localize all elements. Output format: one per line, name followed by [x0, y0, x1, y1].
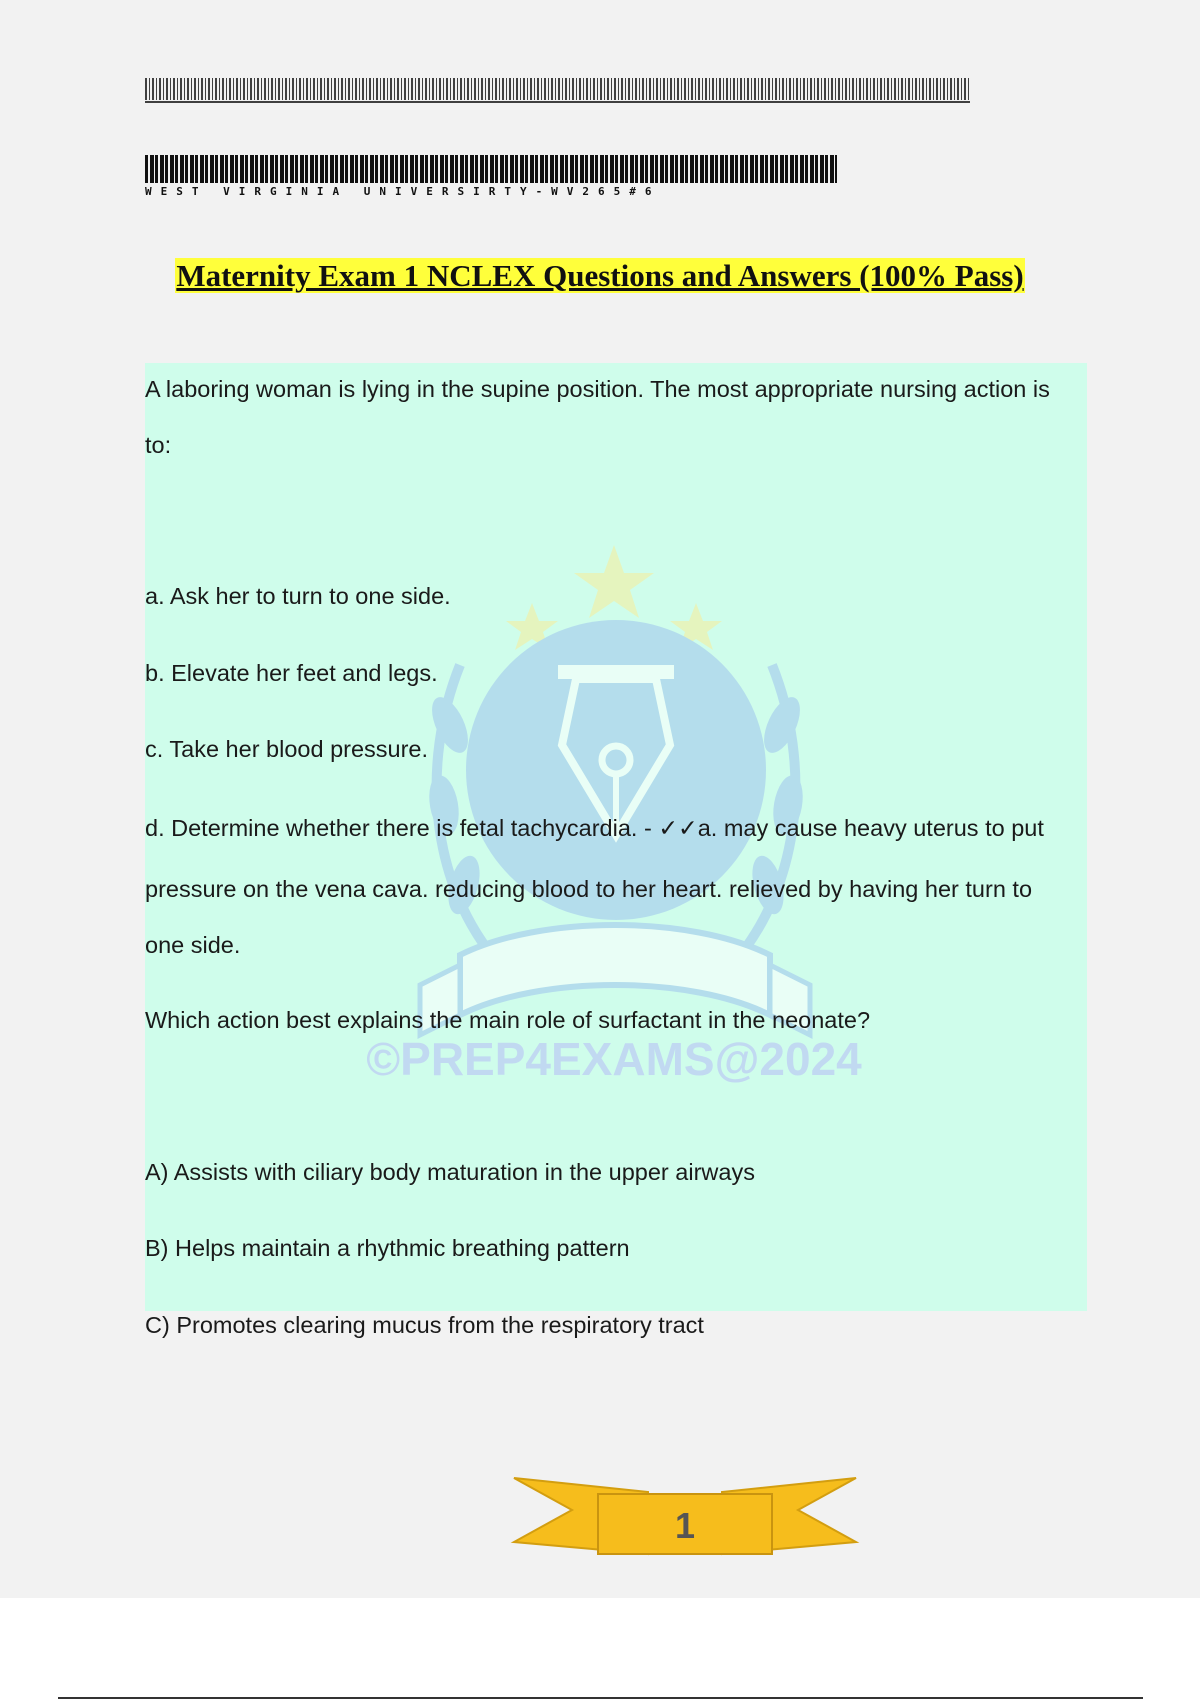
document-title	[0, 258, 1200, 294]
question-1-rationale-end: one side.	[145, 932, 241, 958]
page-number: 1	[674, 1505, 696, 1546]
watermark-text: ©PREP4EXAMS@2024	[366, 1033, 862, 1085]
barcode-icon	[145, 155, 837, 183]
document-title-text: Maternity Exam 1 NCLEX Questions and Answers (100% Pass)	[176, 258, 1024, 293]
question-2-option-b: B) Helps maintain a rhythmic breathing pattern	[145, 1235, 630, 1261]
page-number-ribbon	[510, 1470, 860, 1570]
question-1-option-b: b. Elevate her feet and legs.	[145, 660, 438, 686]
question-1-option-c: c. Take her blood pressure.	[145, 736, 429, 762]
barcode-caption: WEST VIRGINIA UNIVERSIRTY-WV265#6	[145, 185, 661, 198]
header-barcode-text	[145, 78, 970, 100]
question-2-option-c: C) Promotes clearing mucus from the respiratory tract	[145, 1312, 704, 1338]
question-2-option-a: A) Assists with ciliary body maturation in the upper airways	[145, 1159, 755, 1185]
question-1-stem-continued: to:	[145, 432, 172, 458]
bottom-rule	[58, 1697, 1143, 1699]
question-1-option-a: a. Ask her to turn to one side.	[145, 583, 451, 609]
question-1-option-d-answer: d. Determine whether there is fetal tachycardia. - ✓✓a. may cause heavy uterus to put	[145, 815, 1044, 841]
question-1-rationale: pressure on the vena cava. reducing blood to her heart. relieved by having her turn to	[145, 876, 1033, 902]
question-2-stem: Which action best explains the main role of surfactant in the neonate?	[145, 1007, 871, 1033]
question-1-stem: A laboring woman is lying in the supine position. The most appropriate nursing action is	[145, 376, 1050, 402]
